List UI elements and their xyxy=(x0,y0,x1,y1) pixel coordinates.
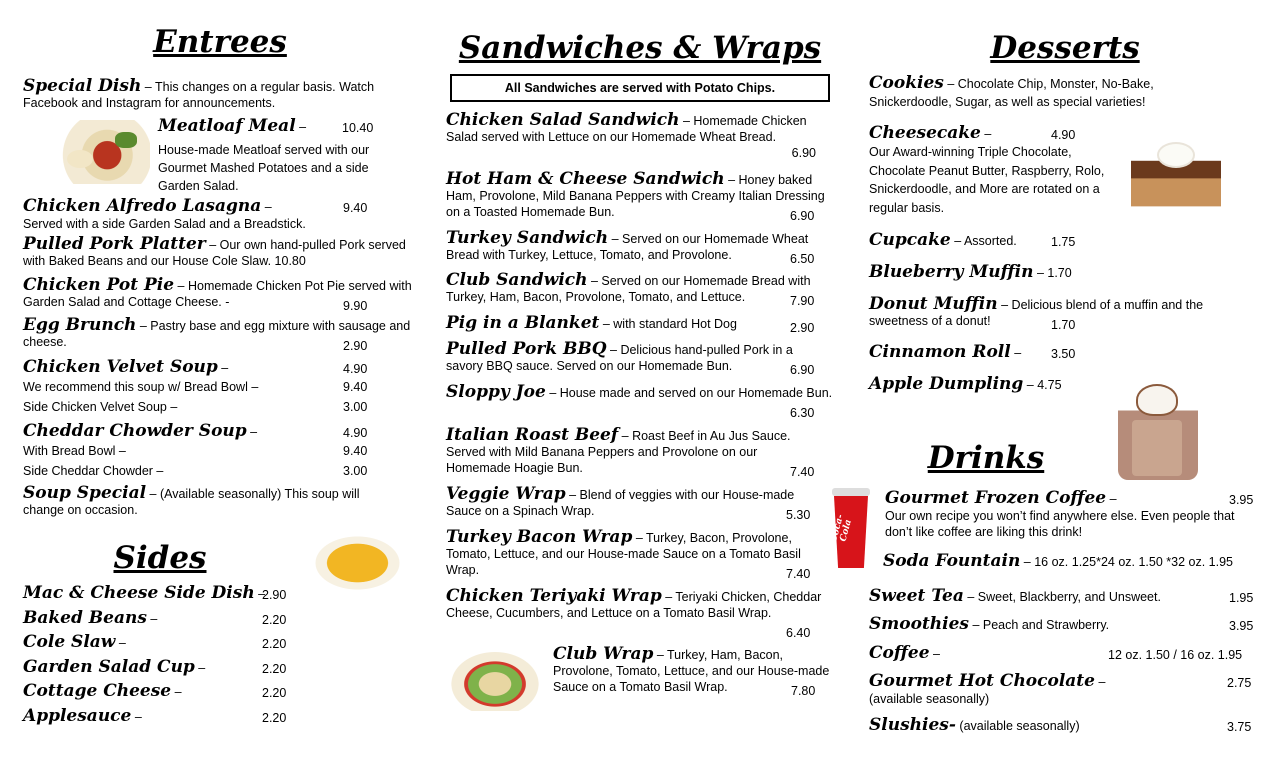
item-name: Sloppy Joe xyxy=(446,382,546,402)
entree-pot-pie xyxy=(23,275,413,313)
item-desc: – Homemade Chicken Salad served with Lettuce on our Homemade Wheat Bread. xyxy=(446,114,807,144)
item-price: 6.30 xyxy=(790,406,815,420)
item-dash: – xyxy=(929,647,940,661)
sandwich-item xyxy=(446,228,838,266)
item-price: 3.95 xyxy=(1229,493,1254,507)
entree-special-dish xyxy=(23,78,413,111)
sandwich-item xyxy=(446,484,818,522)
item-price: 4.90 xyxy=(343,362,368,376)
item-desc: (available seasonally) xyxy=(869,692,990,706)
item-price: 2.20 xyxy=(262,686,287,700)
side-item xyxy=(23,706,313,731)
item-name: Hot Ham & Cheese Sandwich xyxy=(446,169,725,189)
item-dash: – xyxy=(980,127,992,141)
item-desc: – Pastry base and egg mixture with sausage and cheese. xyxy=(23,319,411,349)
item-desc: – Assorted. xyxy=(950,234,1017,248)
item-desc: – 1.70 xyxy=(1033,266,1072,280)
soup-option-row xyxy=(23,377,413,397)
item-name: Slushies- xyxy=(869,715,956,735)
item-desc: Our Award-winning Triple Chocolate, Chocolate Peanut Butter, Raspberry, Rolo, Snickerdoodle, and More are rotated on a regular basis. xyxy=(869,145,1105,215)
dessert-cinnamon-roll xyxy=(869,342,1119,362)
item-desc: – Chocolate Chip, Monster, No-Bake, Snickerdoodle, Sugar, as well as special varieties! xyxy=(869,77,1154,109)
item-name: Pulled Pork BBQ xyxy=(446,339,607,359)
entree-lasagna xyxy=(23,196,413,232)
item-price: 4.90 xyxy=(1051,128,1076,142)
item-dash: – xyxy=(171,685,182,699)
item-desc: – Honey baked Ham, Provolone, Mild Banana Peppers with Creamy Italian Dressing on a Toasted Homemade Bun. xyxy=(446,173,825,219)
item-price: 10.40 xyxy=(342,121,374,135)
item-name: Gourmet Frozen Coffee xyxy=(885,488,1107,508)
mac-cheese-photo xyxy=(310,533,405,593)
item-name: Cheddar Chowder Soup xyxy=(23,421,247,441)
item-name: Soda Fountain xyxy=(883,551,1021,571)
item-price: 7.80 xyxy=(791,684,816,698)
side-item xyxy=(23,657,313,682)
item-price: 3.95 xyxy=(1229,619,1254,633)
item-name: Egg Brunch xyxy=(23,315,137,335)
item-desc: House-made Meatloaf served with our Gourmet Mashed Potatoes and a side Garden Salad. xyxy=(158,143,370,193)
cup-logo: Coca-Cola xyxy=(828,513,854,544)
item-desc: – Sweet, Blackberry, and Unsweet. xyxy=(963,590,1161,604)
item-price: 1.95 xyxy=(1229,591,1254,605)
item-desc: (available seasonally) xyxy=(955,719,1080,733)
item-dash: – xyxy=(295,120,307,134)
side-item xyxy=(23,608,313,633)
item-price: 6.90 xyxy=(790,363,815,377)
item-desc: – Turkey, Ham, Bacon, Provolone, Tomato, Lettuce, and our House-made Sauce on a Tomato Basil Wrap. xyxy=(553,648,830,694)
sandwich-item xyxy=(446,270,838,308)
desserts-title: Desserts xyxy=(990,30,1140,66)
item-desc: – Our own hand-pulled Pork served with Baked Beans and our House Cole Slaw. 10.80 xyxy=(23,238,406,268)
drinks-title: Drinks xyxy=(927,440,1045,476)
entrees-title: Entrees xyxy=(153,24,287,60)
sides-title: Sides xyxy=(113,540,207,576)
item-dash: – xyxy=(1010,346,1022,360)
item-name: Baked Beans xyxy=(23,607,147,628)
sandwich-item xyxy=(446,339,826,377)
sandwich-item xyxy=(446,527,826,581)
item-desc: Our own recipe you won’t find anywhere else. Even people that don’t like coffee are liking this drink! xyxy=(885,509,1235,539)
item-name: Donut Muffin xyxy=(869,294,998,314)
sandwich-item xyxy=(446,313,838,335)
club-wrap-photo xyxy=(450,651,540,711)
item-name: Mac & Cheese Side Dish xyxy=(23,583,255,603)
sandwiches-note: All Sandwiches are served with Potato Chips. xyxy=(450,74,830,102)
item-name: Italian Roast Beef xyxy=(446,425,619,445)
item-price: 4.90 xyxy=(343,426,368,440)
item-name: Club Wrap xyxy=(553,644,654,664)
item-name: Cheesecake xyxy=(869,123,981,143)
soda-cup-icon xyxy=(830,488,872,568)
item-name: Apple Dumpling xyxy=(869,374,1024,394)
sandwich-item xyxy=(446,112,818,161)
item-price: 3.75 xyxy=(1227,720,1252,734)
item-price: 2.90 xyxy=(343,339,368,353)
item-dash: – xyxy=(194,660,206,675)
cheesecake-photo xyxy=(1131,138,1221,218)
side-item xyxy=(23,583,313,608)
item-name: Chicken Alfredo Lasagna xyxy=(23,196,262,216)
item-desc: – Teriyaki Chicken, Cheddar Cheese, Cucumbers, and Lettuce on a Tomato Basil Wrap. xyxy=(446,590,822,620)
drink-coffee xyxy=(869,643,1269,663)
entree-meatloaf xyxy=(158,116,408,195)
item-price: 6.90 xyxy=(791,146,816,160)
item-dash: – xyxy=(146,611,158,626)
drink-slushies xyxy=(869,715,1269,735)
dessert-cookies xyxy=(869,74,1199,111)
item-desc: – with standard Hot Dog xyxy=(599,317,737,331)
item-desc: Served with a side Garden Salad and a Breadstick. xyxy=(23,217,306,231)
item-price: 7.40 xyxy=(790,465,815,479)
item-name: Chicken Salad Sandwich xyxy=(446,110,680,130)
item-price: 12 oz. 1.50 / 16 oz. 1.95 xyxy=(1108,648,1243,662)
item-dash: – xyxy=(246,425,258,439)
sandwich-item xyxy=(446,425,818,479)
sandwich-item xyxy=(446,586,826,640)
item-price: 5.30 xyxy=(786,508,811,522)
item-desc: – 16 oz. 1.25*24 oz. 1.50 *32 oz. 1.95 xyxy=(1020,555,1233,569)
meatloaf-photo xyxy=(55,120,150,184)
item-name: Pulled Pork Platter xyxy=(23,234,206,254)
drink-sweet-tea xyxy=(869,586,1269,606)
item-name: Pig in a Blanket xyxy=(446,313,600,333)
item-desc: – Peach and Strawberry. xyxy=(969,618,1110,632)
item-desc: – Roast Beef in Au Jus Sauce. Served with Mild Banana Peppers and Provolone on our Homemade Hoagie Bun. xyxy=(446,429,791,475)
entree-soup-special xyxy=(23,485,393,518)
item-name: Garden Salad Cup xyxy=(23,656,195,677)
item-desc: – Delicious blend of a muffin and the sweetness of a donut! xyxy=(869,298,1204,328)
sandwich-item xyxy=(553,644,835,698)
dessert-blueberry-muffin xyxy=(869,262,1119,282)
item-desc: – Served on our Homemade Bread with Turkey, Ham, Bacon, Provolone, Tomato, and Lettuce. xyxy=(446,274,811,304)
option-label: Side Chicken Velvet Soup – xyxy=(23,400,178,414)
item-name: Cole Slaw xyxy=(23,632,116,652)
item-price: 9.40 xyxy=(343,201,368,215)
item-price: 2.90 xyxy=(790,321,815,335)
frozen-coffee-photo xyxy=(1118,380,1198,480)
item-name: Chicken Teriyaki Wrap xyxy=(446,586,662,606)
item-name: Cupcake xyxy=(869,230,951,250)
item-price: 2.75 xyxy=(1227,676,1252,690)
soup-option-row xyxy=(23,461,413,481)
item-name: Blueberry Muffin xyxy=(869,262,1034,282)
item-dash: – xyxy=(131,709,142,724)
dessert-cupcake xyxy=(869,230,1119,250)
option-price: 9.40 xyxy=(343,380,368,394)
item-desc: – Delicious hand-pulled Pork in a savory BBQ sauce. Served on our Homemade Bun. xyxy=(446,343,793,373)
item-name: Special Dish xyxy=(23,76,142,96)
item-name: Cookies xyxy=(869,73,944,93)
entree-chowder-soup xyxy=(23,421,413,481)
item-name: Gourmet Hot Chocolate xyxy=(869,671,1095,691)
item-price: 3.50 xyxy=(1051,347,1076,361)
side-item xyxy=(23,632,313,657)
item-price: 2.20 xyxy=(262,661,287,676)
item-desc: – Homemade Chicken Pot Pie served with Garden Salad and Cottage Cheese. - xyxy=(23,279,412,309)
dessert-donut-muffin xyxy=(869,294,1249,332)
item-name: Turkey Bacon Wrap xyxy=(446,527,633,547)
option-price: 3.00 xyxy=(343,400,368,414)
drink-frozen-coffee xyxy=(885,488,1265,540)
dessert-apple-dumpling xyxy=(869,374,1119,394)
soup-option-row xyxy=(23,441,413,461)
item-name: Applesauce xyxy=(23,705,132,726)
sandwich-item xyxy=(446,169,826,223)
item-name: Cinnamon Roll xyxy=(869,342,1011,362)
item-dash: – xyxy=(1106,492,1117,506)
item-price: 2.20 xyxy=(262,612,287,627)
entree-pulled-pork xyxy=(23,236,408,269)
item-name: Soup Special xyxy=(23,483,147,503)
item-name: Smoothies xyxy=(869,614,969,634)
item-dash: – xyxy=(261,200,272,214)
item-price: 7.40 xyxy=(786,567,811,581)
item-price: 6.40 xyxy=(786,626,811,640)
item-desc: – House made and served on our Homemade Bun. xyxy=(545,386,833,400)
item-name: Meatloaf Meal xyxy=(158,116,296,136)
item-price: 7.90 xyxy=(790,294,815,308)
item-dash: – xyxy=(1094,675,1106,689)
item-desc: – 4.75 xyxy=(1023,378,1062,392)
sandwich-item xyxy=(446,382,838,420)
drink-smoothies xyxy=(869,614,1269,634)
item-name: Chicken Velvet Soup xyxy=(23,357,218,377)
option-label: We recommend this soup w/ Bread Bowl – xyxy=(23,380,259,394)
item-name: Club Sandwich xyxy=(446,270,588,290)
drink-soda-fountain xyxy=(883,553,1273,570)
item-name: Cottage Cheese xyxy=(23,681,172,701)
item-name: Veggie Wrap xyxy=(446,484,566,504)
option-price: 3.00 xyxy=(343,464,368,478)
item-price: 1.75 xyxy=(1051,235,1076,249)
item-desc: – (Available seasonally) This soup will change on occasion. xyxy=(23,487,360,517)
option-label: Side Cheddar Chowder – xyxy=(23,464,164,478)
item-desc: – Turkey, Bacon, Provolone, Tomato, Lettuce, and our House-made Sauce on a Tomato Basil Wrap. xyxy=(446,531,801,577)
item-desc: – Blend of veggies with our House-made Sauce on a Spinach Wrap. xyxy=(446,488,795,518)
item-price: 9.90 xyxy=(343,299,368,313)
item-name: Sweet Tea xyxy=(869,586,964,606)
dessert-cheesecake xyxy=(869,123,1119,217)
item-dash: – xyxy=(217,361,229,375)
item-price: 2.90 xyxy=(262,588,287,602)
item-desc: – This changes on a regular basis. Watch Facebook and Instagram for announcements. xyxy=(23,80,375,110)
item-dash: – xyxy=(115,636,126,650)
item-price: 6.50 xyxy=(790,252,815,266)
option-label: With Bread Bowl – xyxy=(23,444,126,458)
soup-option-row xyxy=(23,397,413,417)
item-name: Chicken Pot Pie xyxy=(23,275,175,295)
item-price: 1.70 xyxy=(1051,318,1076,332)
sides-list xyxy=(23,583,313,730)
sandwiches-title: Sandwiches & Wraps xyxy=(458,30,822,66)
item-price: 2.20 xyxy=(262,637,287,651)
item-dash: – xyxy=(254,587,266,601)
entree-velvet-soup xyxy=(23,357,413,417)
item-name: Coffee xyxy=(869,643,930,663)
item-price: 6.90 xyxy=(790,209,815,223)
entree-egg-brunch xyxy=(23,315,413,353)
item-name: Turkey Sandwich xyxy=(446,228,609,248)
side-item xyxy=(23,681,313,706)
item-desc: – Served on our Homemade Wheat Bread with Turkey, Lettuce, Tomato, and Provolone. xyxy=(446,232,809,262)
item-price: 2.20 xyxy=(262,710,287,725)
option-price: 9.40 xyxy=(343,444,368,458)
drink-hot-chocolate xyxy=(869,671,1269,707)
